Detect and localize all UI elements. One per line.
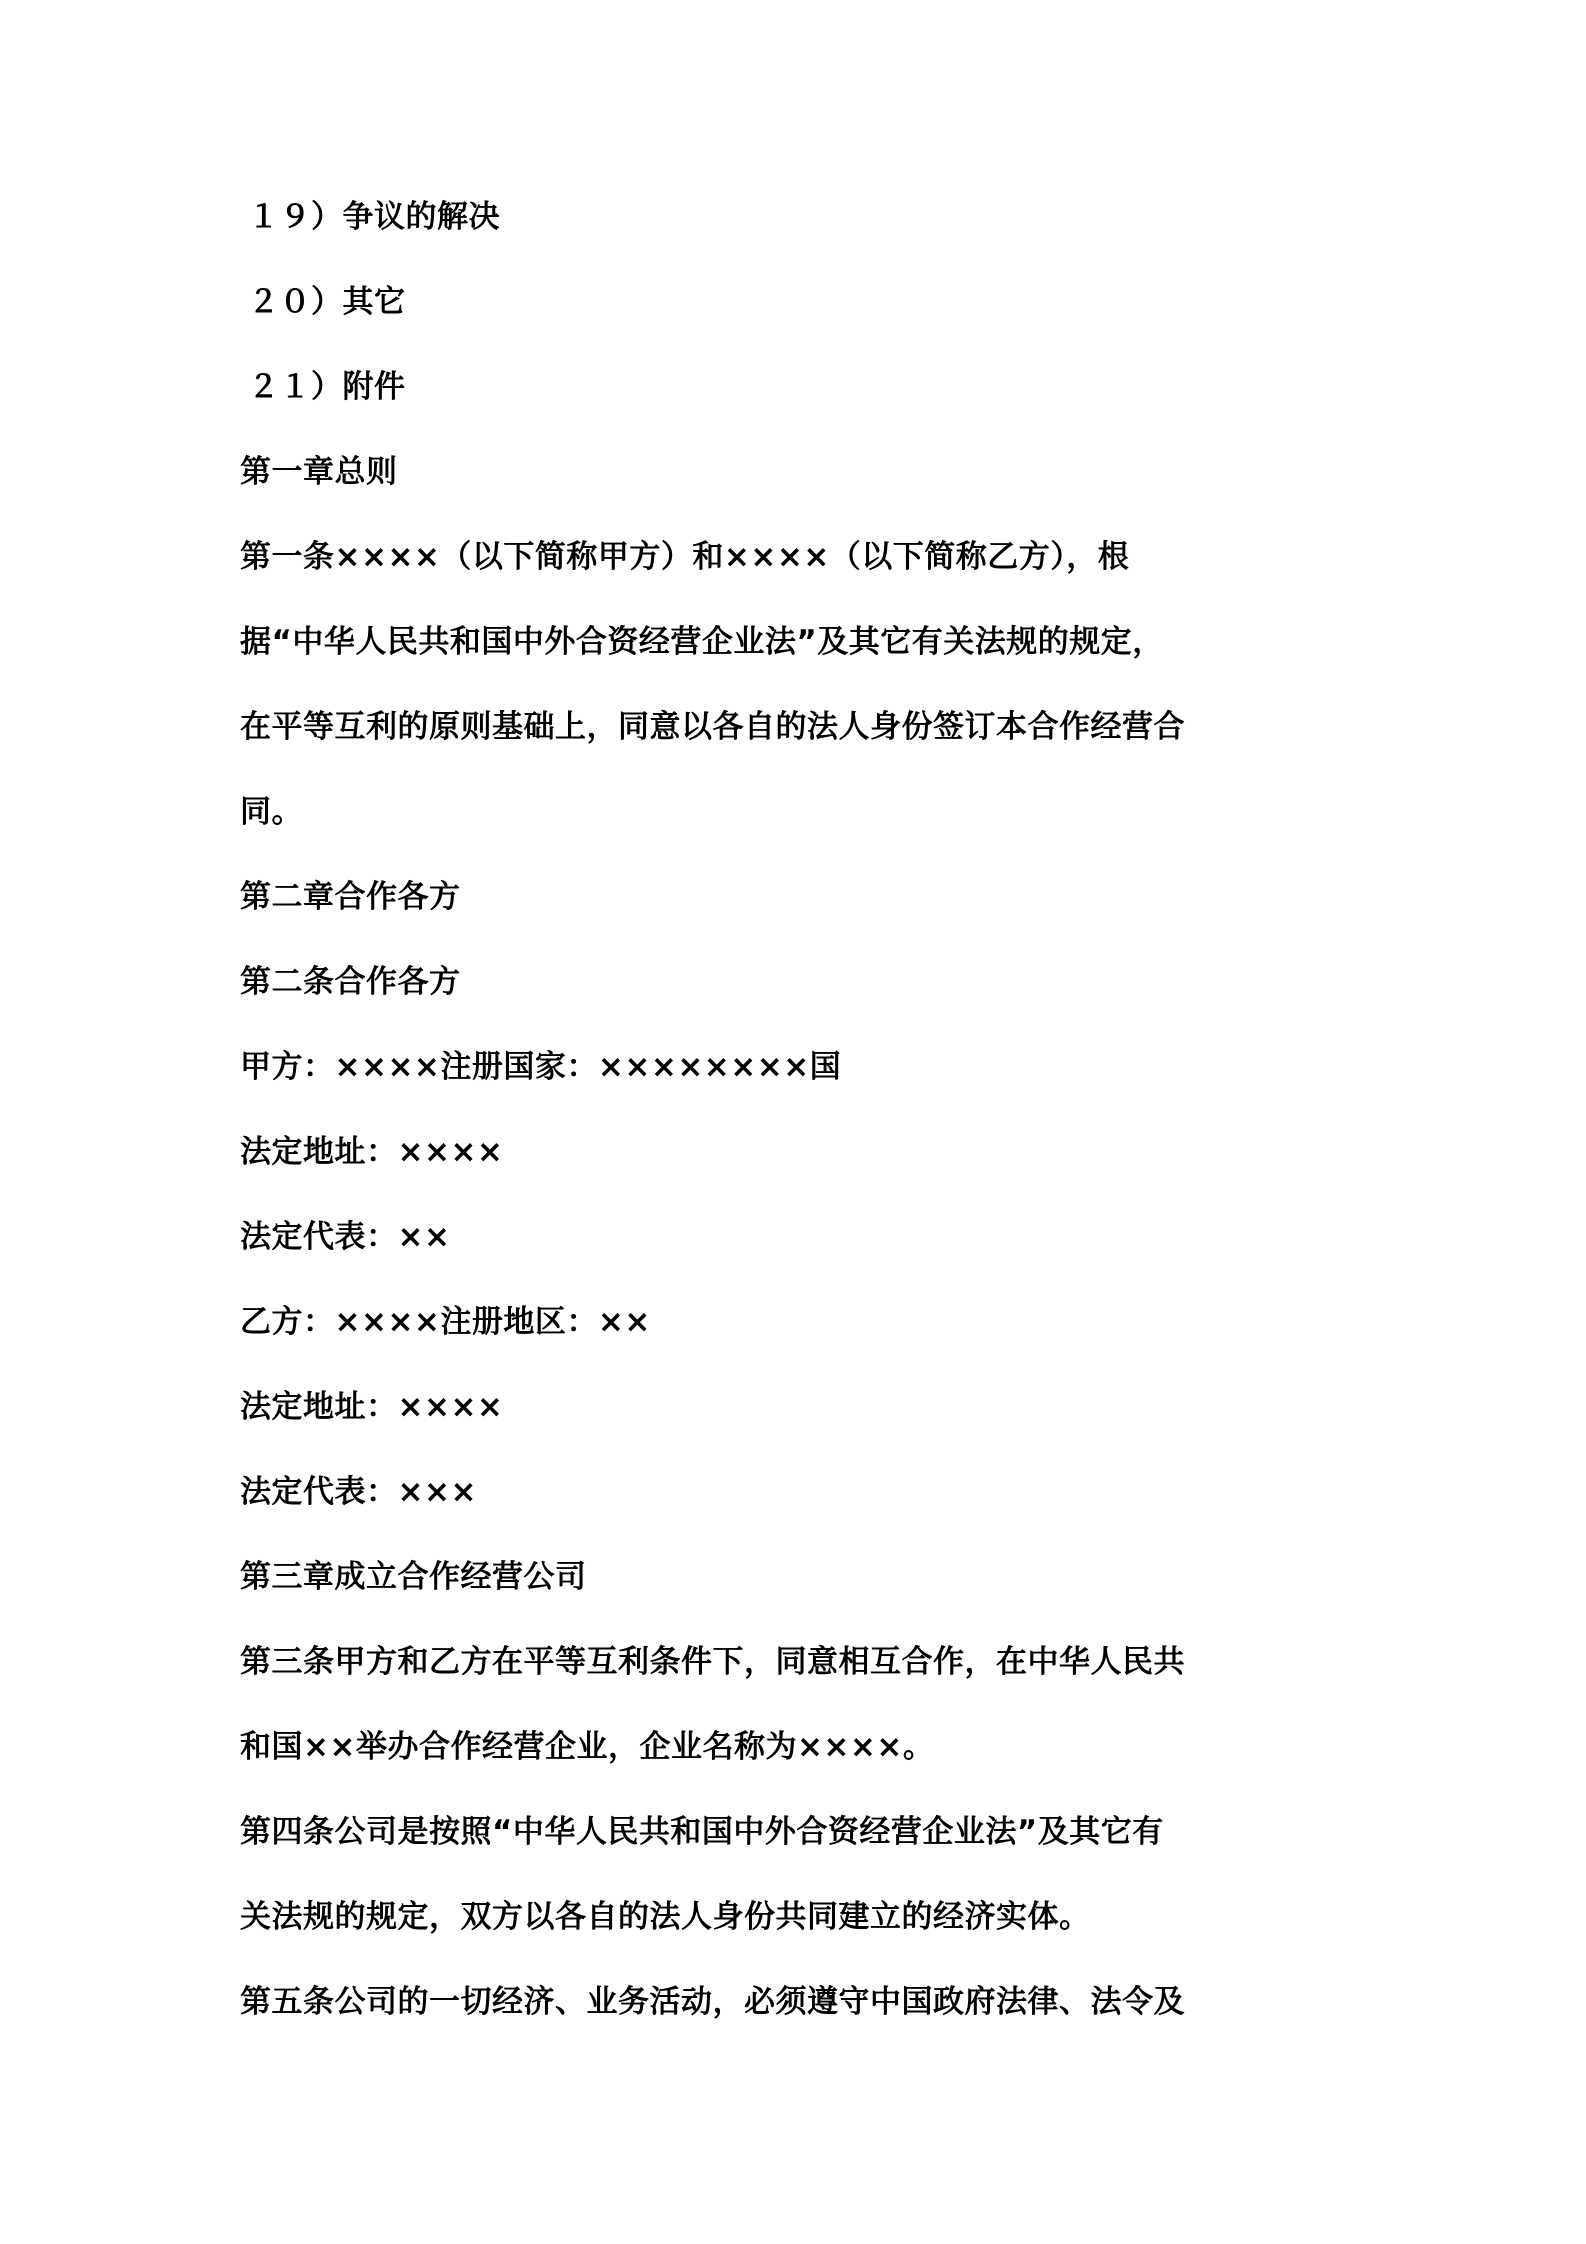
document-body bbox=[240, 175, 1371, 2045]
article-3-line-1: 第三条甲方和乙方在平等互利条件下，同意相互合作，在中华人民共 bbox=[240, 1644, 1185, 1680]
party-a-legal-representative: 法定代表：×× bbox=[240, 1219, 451, 1255]
party-a-legal-address: 法定地址：×××× bbox=[240, 1134, 504, 1170]
article-1-line-4: 同。 bbox=[240, 794, 303, 830]
party-b-legal-address: 法定地址：×××× bbox=[240, 1389, 504, 1425]
article-3-paragraph bbox=[240, 1620, 1371, 1790]
article-4-line-2: 关法规的规定，双方以各自的法人身份共同建立的经济实体。 bbox=[240, 1899, 1091, 1935]
article-4-line-1: 第四条公司是按照“中华人民共和国中外合资经营企业法”及其它有 bbox=[240, 1814, 1164, 1850]
party-b-registration: 乙方：××××注册地区：×× bbox=[240, 1304, 651, 1340]
article-1-paragraph bbox=[240, 515, 1371, 855]
article-3-line-2: 和国××举办合作经营企业，企业名称为××××。 bbox=[240, 1729, 935, 1765]
toc-item-21: ２１）附件 bbox=[248, 369, 406, 405]
chapter-3-heading: 第三章成立合作经营公司 bbox=[240, 1559, 587, 1595]
toc-item-20: ２０）其它 bbox=[248, 284, 406, 320]
article-5-line-1: 第五条公司的一切经济、业务活动，必须遵守中国政府法律、法令及 bbox=[240, 1984, 1185, 2020]
article-4-paragraph bbox=[240, 1790, 1371, 1960]
article-1-line-3: 在平等互利的原则基础上，同意以各自的法人身份签订本合作经营合 bbox=[240, 709, 1185, 745]
chapter-1-heading: 第一章总则 bbox=[240, 454, 398, 490]
article-1-line-2: 据“中华人民共和国中外合资经营企业法”及其它有关法规的规定， bbox=[240, 624, 1164, 660]
party-a-registration: 甲方：××××注册国家：××××××××国 bbox=[240, 1049, 842, 1085]
article-1-line-1: 第一条××××（以下简称甲方）和××××（以下简称乙方），根 bbox=[240, 539, 1130, 575]
toc-item-19: １９）争议的解决 bbox=[248, 199, 500, 235]
party-b-legal-representative: 法定代表：××× bbox=[240, 1474, 477, 1510]
chapter-2-heading: 第二章合作各方 bbox=[240, 879, 461, 915]
article-2-heading: 第二条合作各方 bbox=[240, 964, 461, 1000]
article-5-paragraph bbox=[240, 1960, 1371, 2045]
